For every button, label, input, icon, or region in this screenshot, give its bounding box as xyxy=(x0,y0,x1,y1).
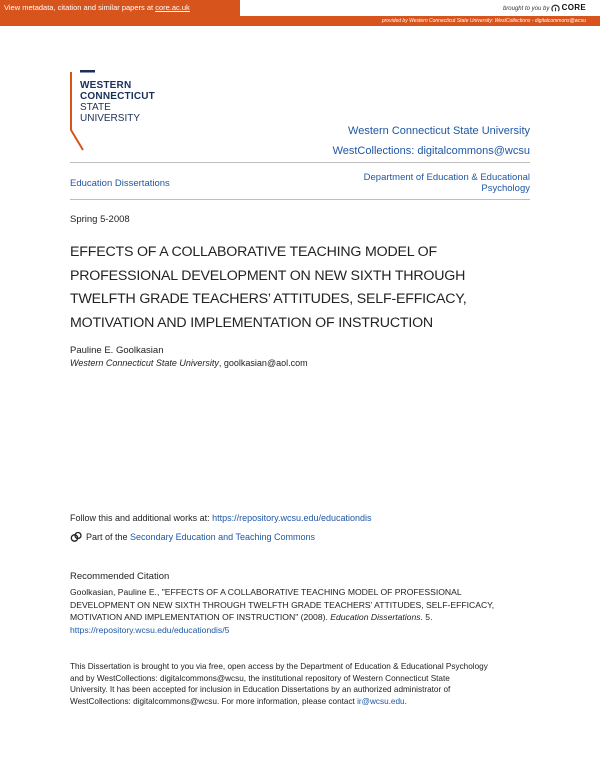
citation-line-3b: . 5. xyxy=(420,612,433,622)
part-of-text: Part of the xyxy=(86,532,128,542)
title-line-2: PROFESSIONAL DEVELOPMENT ON NEW SIXTH THROUGH xyxy=(70,267,466,284)
department-link[interactable] xyxy=(364,172,530,194)
core-brand[interactable]: CORE xyxy=(561,3,586,12)
footer-line-4 xyxy=(70,696,540,708)
citation-line-1: Goolkasian, Pauline E., "EFFECTS OF A COLLABORATIVE TEACHING MODEL OF PROFESSIONAL xyxy=(70,587,462,597)
core-logo-icon xyxy=(551,4,560,13)
department-line-2: Psychology xyxy=(481,183,530,194)
title-line-1: EFFECTS OF A COLLABORATIVE TEACHING MODEL OF xyxy=(70,244,437,260)
recommended-citation xyxy=(70,586,540,636)
university-logo-text xyxy=(80,80,155,124)
core-metadata-bar xyxy=(0,0,240,16)
citation-line-2: DEVELOPMENT ON NEW SIXTH THROUGH TWELFTH GRADE TEACHERS’ ATTITUDES, SELF-EFFICACY, xyxy=(70,599,495,610)
author-email: , goolkasian@aol.com xyxy=(218,358,308,368)
footer-line-4a: WestCollections: digitalcommons@wcsu. For more information, please contact xyxy=(70,696,358,706)
discipline-link[interactable]: Secondary Education and Teaching Commons xyxy=(130,532,315,542)
divider xyxy=(70,162,530,163)
footer-line-1: This Dissertation is brought to you via free, open access by the Department of Education & Educational Psychology xyxy=(70,662,488,671)
provided-by-text: provided by Western Connecticut State University: WestCollections - digitalcommons@wcsu xyxy=(381,18,586,24)
core-banner xyxy=(0,0,600,26)
department-line-1: Department of Education & Educational xyxy=(363,172,530,183)
repository-name xyxy=(333,121,530,161)
logo-line-state: STATE xyxy=(80,102,111,113)
core-brought-by xyxy=(503,3,586,13)
follow-line xyxy=(70,513,372,523)
logo-line-western: WESTERN xyxy=(80,80,132,91)
collection-link[interactable]: Education Dissertations xyxy=(70,178,170,189)
author-name: Pauline E. Goolkasian xyxy=(70,345,164,356)
open-access-icon xyxy=(70,531,82,543)
provided-by-strip xyxy=(0,16,600,26)
core-link[interactable]: core.ac.uk xyxy=(155,3,190,12)
citation-link[interactable]: https://repository.wcsu.edu/educationdis/5 xyxy=(70,624,230,635)
publication-date: Spring 5-2008 xyxy=(70,214,130,225)
dissertation-title xyxy=(70,241,540,335)
logo-top-bar xyxy=(80,70,95,73)
footer-line-2: and by WestCollections: digitalcommons@wcsu, the institutional repository of Western Connecticut State xyxy=(70,673,450,683)
brought-by-text: brought to you by xyxy=(502,6,550,12)
core-metadata-text: View metadata, citation and similar papers at xyxy=(4,3,156,12)
recommended-citation-heading: Recommended Citation xyxy=(70,571,170,582)
repository-line-2[interactable]: WestCollections: digitalcommons@wcsu xyxy=(332,145,530,157)
follow-text: Follow this and additional works at: xyxy=(70,513,213,523)
repository-line-1[interactable]: Western Connecticut State University xyxy=(348,125,530,137)
footer-notice xyxy=(70,661,540,707)
footer-line-4b: . xyxy=(404,696,407,706)
title-line-4: MOTIVATION AND IMPLEMENTATION OF INSTRUCTION xyxy=(70,314,433,331)
divider xyxy=(70,199,530,200)
contact-email-link[interactable]: ir@wcsu.edu xyxy=(357,696,405,706)
follow-link[interactable]: https://repository.wcsu.edu/educationdis xyxy=(212,513,372,523)
logo-line-university: UNIVERSITY xyxy=(80,113,141,124)
author-affiliation xyxy=(70,358,308,368)
part-of-line xyxy=(70,531,315,543)
citation-series: Education Dissertations xyxy=(330,612,421,622)
author-institution: Western Connecticut State University xyxy=(70,358,219,368)
footer-line-3: University. It has been accepted for inclusion in Education Dissertations by an authorized administrator of xyxy=(70,685,451,695)
title-line-3: TWELFTH GRADE TEACHERS’ ATTITUDES, SELF-EFFICACY, xyxy=(70,291,467,307)
citation-line-3a: MOTIVATION AND IMPLEMENTATION OF INSTRUCTION" (2008). xyxy=(70,612,331,622)
logo-line-connecticut: CONNECTICUT xyxy=(80,91,155,102)
citation-line-3 xyxy=(70,611,540,624)
